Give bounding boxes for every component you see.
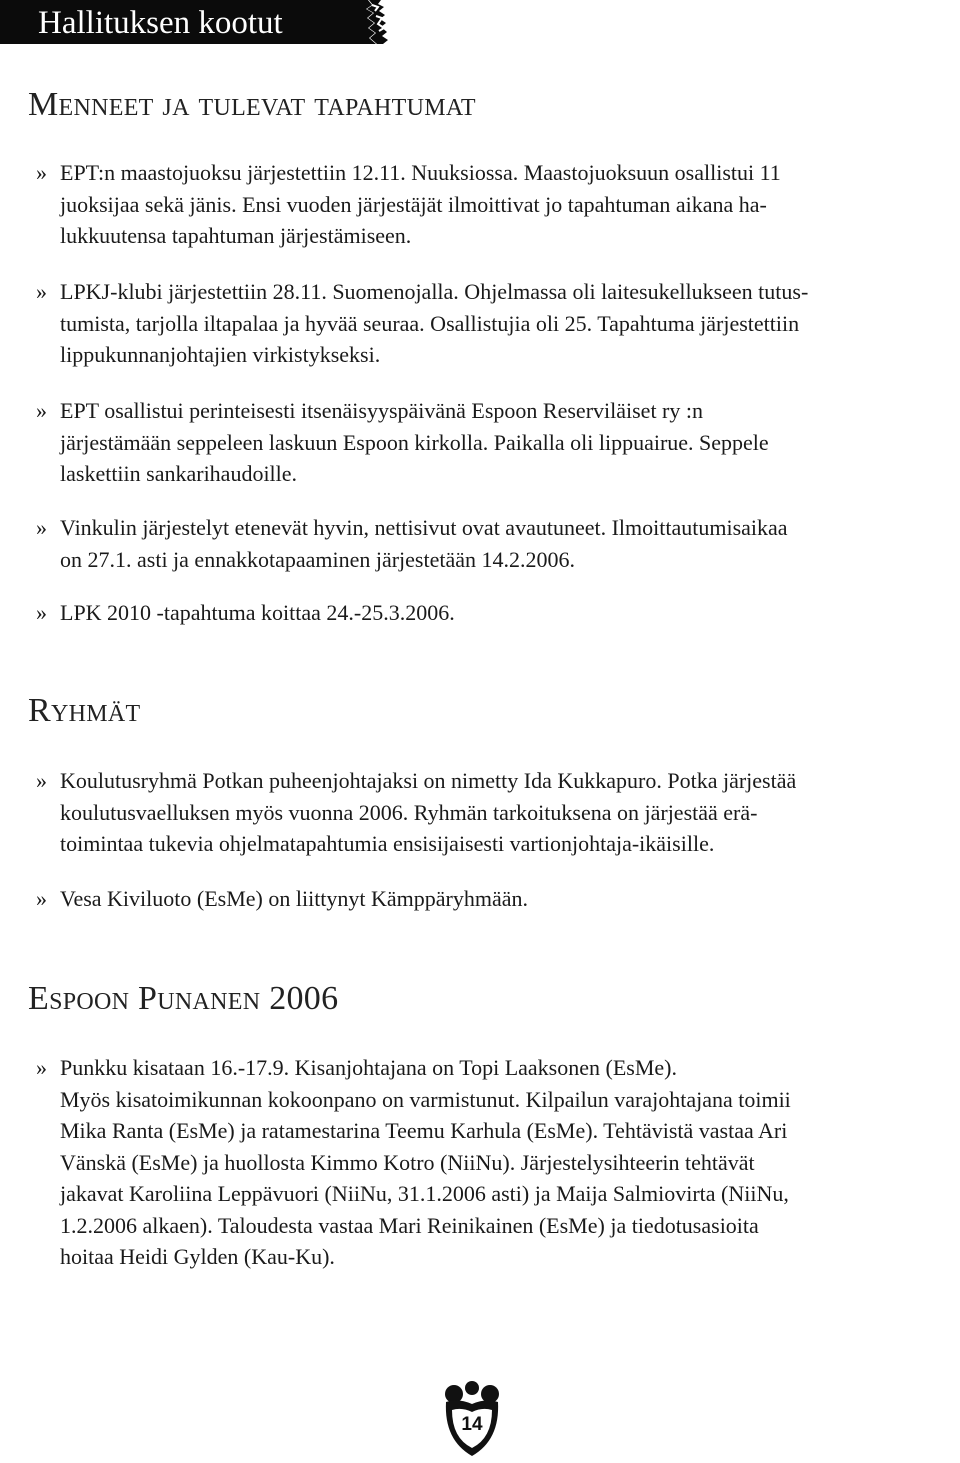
item-line: LPK 2010 -tapahtuma koittaa 24.-25.3.2006. (60, 600, 455, 625)
item-line: Mika Ranta (EsMe) ja ratamestarina Teemu Karhula (EsMe). Tehtävistä vastaa Ari (60, 1118, 788, 1143)
page-number-badge (440, 1380, 504, 1458)
list-item (36, 1052, 936, 1273)
item-line: lippukunnanjohtajien virkistykseksi. (60, 342, 381, 367)
bullet-icon: » (36, 398, 47, 423)
item-line: on 27.1. asti ja ennakkotapaaminen järjestetään 14.2.2006. (60, 546, 576, 572)
torn-edge-icon (348, 0, 392, 44)
header-banner (0, 0, 392, 44)
item-line: LPKJ-klubi järjestettiin 28.11. Suomenojalla. Ohjelmassa oli laitesukellukseen tutus- (60, 279, 809, 304)
bullet-icon: » (36, 160, 47, 185)
list-item (36, 395, 936, 490)
section-heading-espoon-punanen: Espoon Punanen 2006 (28, 980, 339, 1017)
item-line: EPT osallistui perinteisesti itsenäisyyspäivänä Espoon Reserviläiset ry :n (60, 398, 703, 423)
item-line: laskettiin sankarihaudoille. (60, 461, 298, 486)
bullet-icon: » (36, 600, 47, 625)
item-line: tumista, tarjolla iltapalaa ja hyvää seuraa. Osallistujia oli 25. Tapahtuma järjestettiin (60, 310, 800, 336)
list-item (36, 765, 936, 860)
item-line: jakavat Karoliina Leppävuori (NiiNu, 31.1.2006 asti) ja Maija Salmiovirta (NiiNu, (60, 1181, 789, 1206)
list-item (36, 157, 936, 252)
bullet-icon: » (36, 279, 47, 304)
item-line: Vänskä (EsMe) ja huollosta Kimmo Kotro (NiiNu). Järjestelysihteerin tehtävät (60, 1149, 755, 1175)
item-line: koulutusvaelluksen myös vuonna 2006. Ryhmän tarkoituksena on järjestää erä- (60, 799, 758, 825)
page-title: Hallituksen kootut (38, 5, 283, 41)
item-line: Punkku kisataan 16.-17.9. Kisanjohtajana on Topi Laaksonen (EsMe). (60, 1055, 677, 1080)
item-line: toimintaa tukevia ohjelmatapahtumia ensisijaisesti vartionjohtaja-ikäisille. (60, 831, 715, 856)
section-heading-groups: Ryhmät (28, 692, 141, 729)
item-line: Myös kisatoimikunnan kokoonpano on varmistunut. Kilpailun varajohtajana toimii (60, 1086, 791, 1112)
bullet-icon: » (36, 886, 47, 911)
list-item (36, 597, 936, 629)
page-number: 14 (461, 1414, 483, 1435)
bullet-icon: » (36, 515, 47, 540)
item-line: EPT:n maastojuoksu järjestettiin 12.11. Nuuksiossa. Maastojuoksuun osallistui 11 (60, 160, 781, 185)
item-line: hoitaa Heidi Gylden (Kau-Ku). (60, 1244, 335, 1269)
item-line: Vinkulin järjestelyt etenevät hyvin, nettisivut ovat avautuneet. Ilmoittautumisaikaa (60, 515, 788, 540)
item-line: Vesa Kiviluoto (EsMe) on liittynyt Kämppäryhmään. (60, 886, 529, 911)
item-line: 1.2.2006 alkaen). Taloudesta vastaa Mari Reinikainen (EsMe) ja tiedotusasioita (60, 1212, 759, 1238)
bullet-icon: » (36, 768, 47, 793)
list-item (36, 883, 936, 915)
list-item (36, 276, 936, 371)
bullet-icon: » (36, 1055, 47, 1080)
list-item (36, 512, 936, 575)
item-line: Koulutusryhmä Potkan puheenjohtajaksi on nimetty Ida Kukkapuro. Potka järjestää (60, 768, 797, 793)
item-line: juoksijaa sekä jänis. Ensi vuoden järjestäjät ilmoittivat jo tapahtuman aikana ha- (60, 191, 767, 217)
item-line: järjestämään seppeleen laskuun Espoon kirkolla. Paikalla oli lippuairue. Seppele (60, 429, 769, 455)
section-heading-events: Menneet ja tulevat tapahtumat (28, 86, 476, 123)
item-line: lukkuutensa tapahtuman järjestämiseen. (60, 223, 412, 248)
